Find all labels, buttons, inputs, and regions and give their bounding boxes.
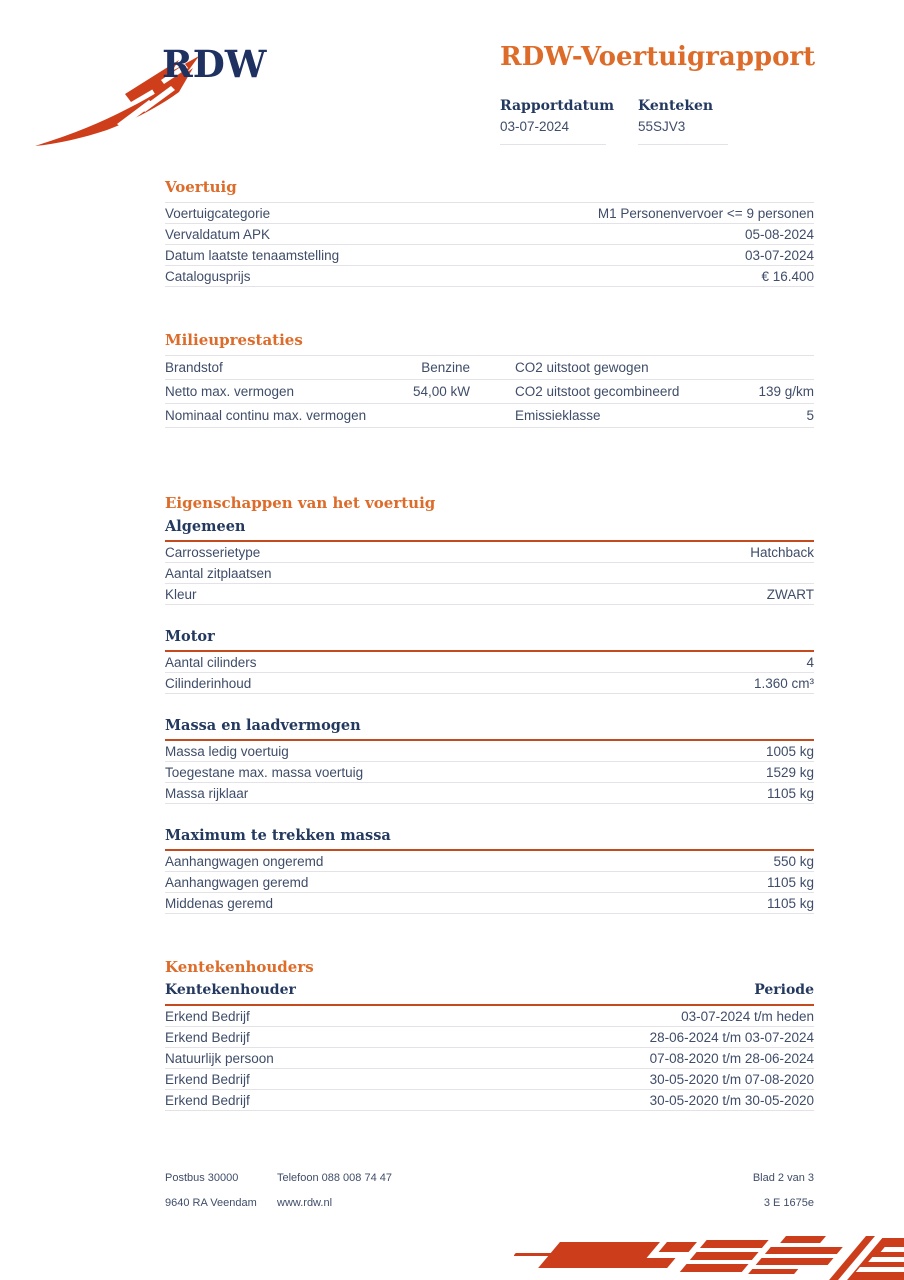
row-label: Massa ledig voertuig	[165, 743, 289, 759]
table-row	[165, 203, 814, 224]
table-row	[165, 224, 814, 245]
meta-kenteken	[638, 98, 728, 145]
row-value: 1005 kg	[765, 743, 814, 759]
row-value: 550 kg	[773, 853, 814, 869]
table-row	[165, 542, 814, 563]
row-label: Vervaldatum APK	[165, 226, 271, 242]
milieu-table	[165, 355, 814, 428]
holder-name: Erkend Bedrijf	[165, 1008, 250, 1024]
row-value: 05-08-2024	[744, 226, 814, 242]
footer-address	[165, 1166, 277, 1216]
sub-heading: Motor	[165, 628, 814, 652]
column-header-holder: Kentekenhouder	[165, 982, 296, 998]
meta-value: 55SJV3	[638, 119, 686, 134]
row-label: Netto max. vermogen	[165, 384, 295, 399]
table-row	[165, 1006, 814, 1027]
table-row	[165, 266, 814, 287]
row-value: 5	[806, 408, 814, 423]
row-label: Middenas geremd	[165, 895, 274, 911]
row-label: CO2 uitstoot gecombineerd	[515, 384, 680, 399]
row-value: 1105 kg	[766, 895, 814, 911]
table-row	[165, 1027, 814, 1048]
row-label: Massa rijklaar	[165, 785, 249, 801]
row-value: M1 Personenvervoer <= 9 personen	[597, 205, 814, 221]
row-label: CO2 uitstoot gewogen	[515, 360, 649, 375]
column-header-period: Periode	[754, 982, 814, 998]
footer-page-info	[753, 1166, 814, 1216]
row-label: Aanhangwagen ongeremd	[165, 853, 324, 869]
row-value: Hatchback	[750, 544, 814, 560]
report-meta	[500, 98, 830, 145]
holder-name: Natuurlijk persoon	[165, 1050, 274, 1066]
row-value: € 16.400	[761, 268, 814, 284]
holder-period: 07-08-2020 t/m 28-06-2024	[649, 1050, 814, 1066]
table-row	[165, 783, 814, 804]
footer-phone: Telefoon 088 008 74 47	[277, 1172, 392, 1184]
table-row	[165, 245, 814, 266]
holder-period: 28-06-2024 t/m 03-07-2024	[649, 1029, 814, 1045]
section-kentekenhouders	[165, 958, 814, 1111]
table-row	[165, 356, 814, 380]
title-block	[500, 42, 830, 145]
holder-period: 03-07-2024 t/m heden	[681, 1008, 814, 1024]
table-row	[165, 893, 814, 914]
sub-heading: Massa en laadvermogen	[165, 717, 814, 741]
row-value: 1.360 cm³	[753, 675, 814, 691]
section-heading: Eigenschappen van het voertuig	[165, 494, 436, 512]
table-row	[165, 404, 814, 428]
table-row	[165, 584, 814, 605]
footer-doc-code: 3 E 1675e	[763, 1197, 814, 1209]
motor-table	[165, 652, 814, 694]
footer-website: www.rdw.nl	[277, 1197, 333, 1209]
section-eigenschappen	[165, 494, 814, 914]
row-value: 03-07-2024	[744, 247, 814, 263]
subsection-algemeen	[165, 518, 814, 605]
table-row	[165, 1048, 814, 1069]
row-label: Nominaal continu max. vermogen	[165, 408, 367, 423]
report-title: RDW-Voertuigrapport	[500, 42, 816, 72]
trekken-massa-table	[165, 851, 814, 914]
holder-period: 30-05-2020 t/m 07-08-2020	[649, 1071, 814, 1087]
subsection-motor	[165, 628, 814, 694]
footer-postbus: Postbus 30000	[165, 1172, 239, 1184]
row-label: Voertuigcategorie	[165, 205, 271, 221]
row-value: ZWART	[766, 586, 814, 602]
sub-heading: Algemeen	[165, 518, 814, 542]
holder-period: 30-05-2020 t/m 30-05-2020	[649, 1092, 814, 1108]
table-row	[165, 851, 814, 872]
kentekenhouders-header	[165, 982, 814, 1006]
section-voertuig	[165, 178, 814, 287]
meta-rapportdatum	[500, 98, 615, 145]
subsection-trekken-massa	[165, 827, 814, 914]
section-heading: Milieuprestaties	[165, 331, 303, 349]
holder-name: Erkend Bedrijf	[165, 1092, 250, 1108]
holder-name: Erkend Bedrijf	[165, 1029, 250, 1045]
meta-value: 03-07-2024	[500, 119, 570, 134]
row-label: Aanhangwagen geremd	[165, 874, 309, 890]
section-heading: Kentekenhouders	[165, 958, 314, 976]
row-label: Kleur	[165, 586, 197, 602]
row-value: 4	[806, 654, 814, 670]
row-value: 1105 kg	[766, 785, 814, 801]
row-label: Aantal cilinders	[165, 654, 257, 670]
row-label: Aantal zitplaatsen	[165, 565, 272, 581]
subsection-massa	[165, 717, 814, 804]
table-row	[165, 563, 814, 584]
table-row	[165, 741, 814, 762]
table-row	[165, 762, 814, 783]
massa-table	[165, 741, 814, 804]
table-row	[165, 652, 814, 673]
footer-contact	[277, 1166, 477, 1216]
meta-label: Kenteken	[638, 98, 714, 114]
algemeen-table	[165, 542, 814, 605]
row-value: Benzine	[421, 360, 470, 375]
row-label: Brandstof	[165, 360, 223, 375]
kentekenhouders-table	[165, 1006, 814, 1111]
rdw-wordmark: RDW	[162, 42, 267, 86]
row-value: 54,00 kW	[412, 384, 470, 399]
footer-page-number: Blad 2 van 3	[752, 1172, 814, 1184]
footer-city: 9640 RA Veendam	[165, 1197, 257, 1209]
row-label: Carrosserietype	[165, 544, 261, 560]
rdw-speedlines-motif-icon	[514, 1236, 904, 1280]
holder-name: Erkend Bedrijf	[165, 1071, 250, 1087]
table-row	[165, 1069, 814, 1090]
voertuig-table	[165, 202, 814, 287]
section-milieuprestaties	[165, 331, 814, 428]
sub-heading: Maximum te trekken massa	[165, 827, 814, 851]
row-label: Toegestane max. massa voertuig	[165, 764, 364, 780]
table-row	[165, 380, 814, 404]
report-content	[165, 178, 814, 1111]
page-footer	[165, 1166, 814, 1216]
table-row	[165, 872, 814, 893]
section-heading: Voertuig	[165, 178, 237, 196]
meta-label: Rapportdatum	[500, 98, 615, 114]
row-label: Catalogusprijs	[165, 268, 251, 284]
row-label: Datum laatste tenaamstelling	[165, 247, 340, 263]
row-label: Emissieklasse	[515, 408, 601, 423]
table-row	[165, 673, 814, 694]
row-label: Cilinderinhoud	[165, 675, 252, 691]
table-row	[165, 1090, 814, 1111]
row-value: 1105 kg	[766, 874, 814, 890]
row-value: 139 g/km	[758, 384, 814, 399]
row-value: 1529 kg	[765, 764, 814, 780]
